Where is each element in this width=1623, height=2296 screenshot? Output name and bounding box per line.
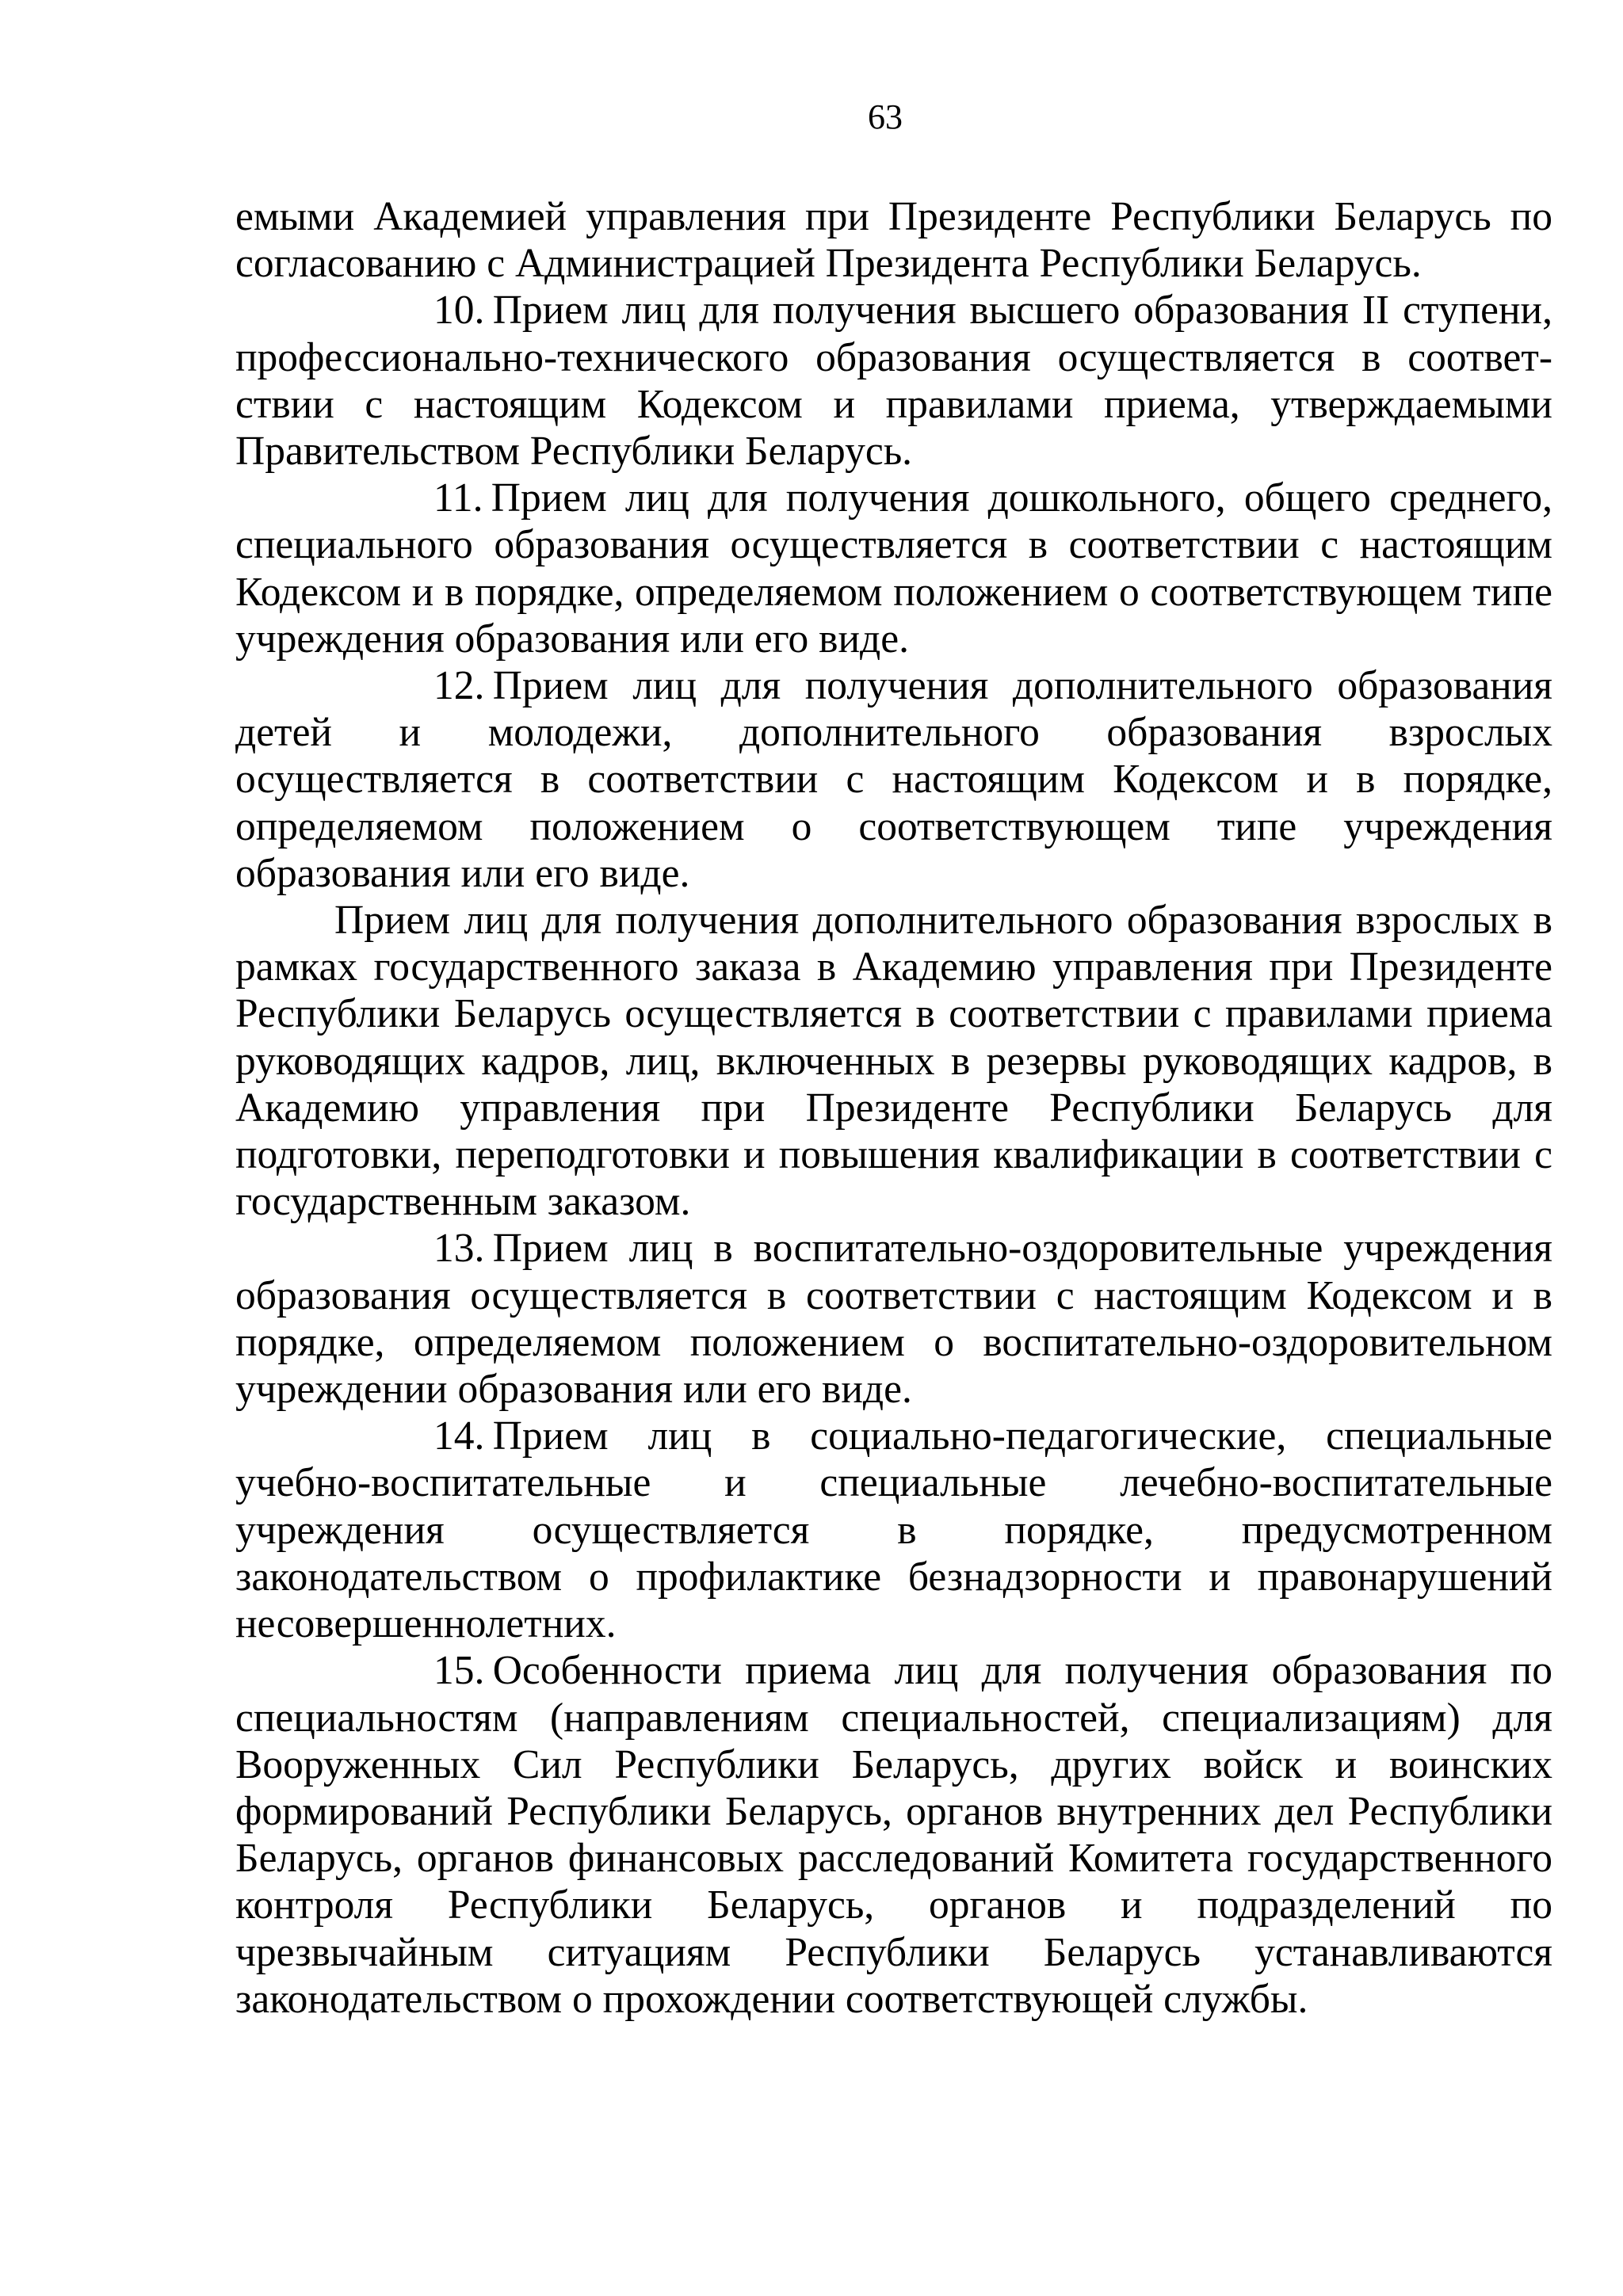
paragraph-text: Прием лиц для получения дополнительного образования взрослых в рамках государственного заказа в Академию управления при Президенте Республики Беларусь осуществляется в соответствии с правилами приема руководящих кадров, лиц, включенных в резервы руководящих кадров, в Академию управления при Президенте Республики Беларусь для подготовки, переподготовки и повышения квалификации в соответствии с государственным заказом. (235, 898, 1552, 1225)
page-number: 63 (868, 97, 903, 136)
paragraph-text: Прием лиц в воспитательно-оздоровительные учреждения образования осуществляется в соответствии с настоящим Кодексом и в порядке, определяемом положением о воспитательно-оздоровительном учреждении образования или его виде. (235, 1226, 1552, 1413)
paragraph-item-15 (235, 1647, 1552, 2023)
paragraph-number: 11. (433, 475, 483, 521)
paragraph-item-12 (235, 662, 1552, 897)
paragraph-item-12-part-2 (235, 897, 1552, 1225)
paragraph-number: 13. (433, 1226, 485, 1272)
paragraph-item-11 (235, 475, 1552, 662)
paragraph-number: 15. (433, 1648, 485, 1694)
paragraph-continuation (235, 193, 1552, 287)
paragraph-item-14 (235, 1413, 1552, 1647)
paragraph-text: Прием лиц для получения высшего образования II ступени, профессионально-технического образования осуществляется в соответствии с настоящим Кодексом и правилами приема, утверждаемыми Правительством Республики Беларусь. (235, 288, 1552, 475)
paragraph-number: 14. (433, 1413, 485, 1459)
paragraph-text: Особенности приема лиц для получения образования по специальностям (направлениям специальностей, специализациям) для Вооруженных Сил Республики Беларусь, других войск и воинских формирований Республики Беларусь, органов внутренних дел Республики Беларусь, органов финансовых расследований Комитета государственного контроля Республики Беларусь, органов и подразделений по чрезвычайным ситуациям Республики Беларусь устанавливаются законодательством о прохождении соответствующей службы. (235, 1648, 1552, 2022)
paragraph-text: Прием лиц для получения дошкольного, общего среднего, специального образования осуществляется в соответствии с настоящим Кодексом и в порядке, определяемом положением о соответствующем типе учреждения образования или его виде. (235, 475, 1552, 662)
paragraph-text: емыми Академией управления при Президенте Республики Беларусь по согласованию с Администрацией Президента Республики Беларусь. (235, 194, 1552, 287)
paragraph-text: Прием лиц для получения дополнительного образования детей и молодежи, дополнительного образования взрослых осуществляется в соответствии с настоящим Кодексом и в порядке, определяемом положением о соответствующем типе учреждения образования или его виде. (235, 663, 1552, 896)
paragraph-item-10 (235, 287, 1552, 475)
paragraph-number: 10. (433, 288, 485, 334)
paragraph-item-13 (235, 1225, 1552, 1413)
paragraph-number: 12. (433, 663, 485, 709)
paragraph-text: Прием лиц в социально-педагогические, специальные учебно-воспитательные и специальные лечебно-воспитательные учреждения осуществляется в порядке, предусмотренном законодательством о профилактике безнадзорности и правонарушений несовершеннолетних. (235, 1413, 1552, 1647)
document-body (235, 193, 1552, 2023)
